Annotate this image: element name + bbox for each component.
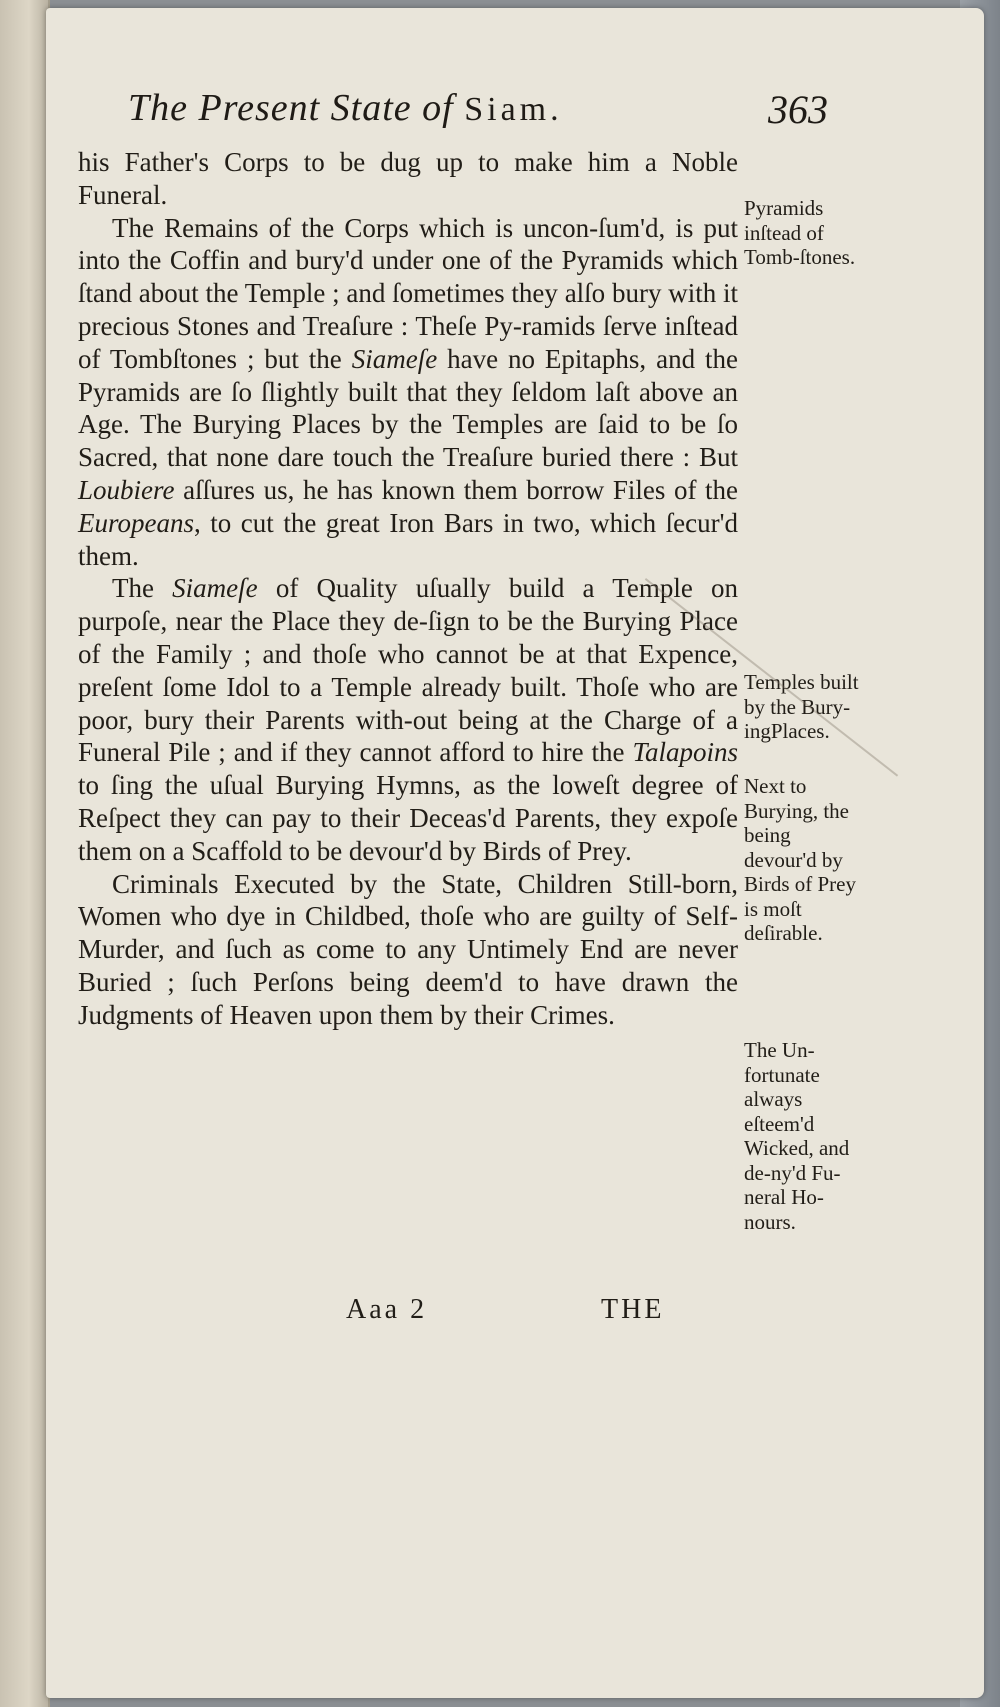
- margin-note-pyramids: Pyramids inſtead of Tomb-ſtones.: [744, 196, 856, 269]
- signature-mark: Aaa 2: [346, 1294, 428, 1325]
- body-text: [78, 146, 738, 1032]
- margin-note-temples: Temples built by the Bury-ingPlaces.: [744, 670, 859, 743]
- running-title-italic: The Present State of: [128, 87, 454, 129]
- margin-note-birds-of-prey: Next to Burying, the being devour'd by Birds of Prey is moſt deſirable.: [744, 774, 856, 945]
- page-number: 363: [768, 87, 828, 132]
- adjacent-page-edge: [0, 0, 50, 1707]
- paragraph-1: his Father's Corps to be dug up to make him a Noble Funeral.: [78, 147, 738, 210]
- margin-note-unfortunate: The Un-fortunate always eſteem'd Wicked, and de-ny'd Fu-neral Ho-nours.: [744, 1038, 850, 1234]
- running-title-caps: Siam.: [464, 91, 563, 128]
- running-title: [128, 86, 563, 130]
- paragraph-2: The Remains of the Corps which is uncon-ſum'd, is put into the Coffin and bury'd under one of the Pyramids which ſtand about the Temple ; and ſometimes they alſo bury with it precious Stones and Treaſure : Theſe Py-ramids ſerve inſtead of Tombſtones ; but the Siameſe have no Epitaphs, and the Pyramids are ſo ſlightly built that they ſeldom laſt above an Age. The Burying Places by the Temples are ſaid to be ſo Sacred, that none dare touch the Treaſure buried there : But Loubiere aſſures us, he has known them borrow Files of the Europeans, to cut the great Iron Bars in two, which ſecur'd them.: [78, 212, 738, 571]
- paragraph-4: Criminals Executed by the State, Children Still-born, Women who dye in Childbed, thoſe who are guilty of Self-Murder, and ſuch as come to any Untimely End are never Buried ; ſuch Perſons being deem'd to have drawn the Judgments of Heaven upon them by their Crimes.: [78, 868, 738, 1030]
- book-page: [46, 8, 984, 1698]
- paragraph-3: The Siameſe of Quality uſually build a Temple on purpoſe, near the Place they de-ſign to be the Burying Place of the Family ; and thoſe who cannot be at that Expence, preſent ſome Idol to a Temple already built. Thoſe who are poor, bury their Parents with-out being at the Charge of a Funeral Pile ; and if they cannot afford to hire the Talapoins to ſing the uſual Burying Hymns, as the loweſt degree of Reſpect they can pay to their Deceas'd Parents, they expoſe them on a Scaffold to be devour'd by Birds of Prey.: [78, 573, 738, 866]
- catchword: THE: [601, 1294, 665, 1325]
